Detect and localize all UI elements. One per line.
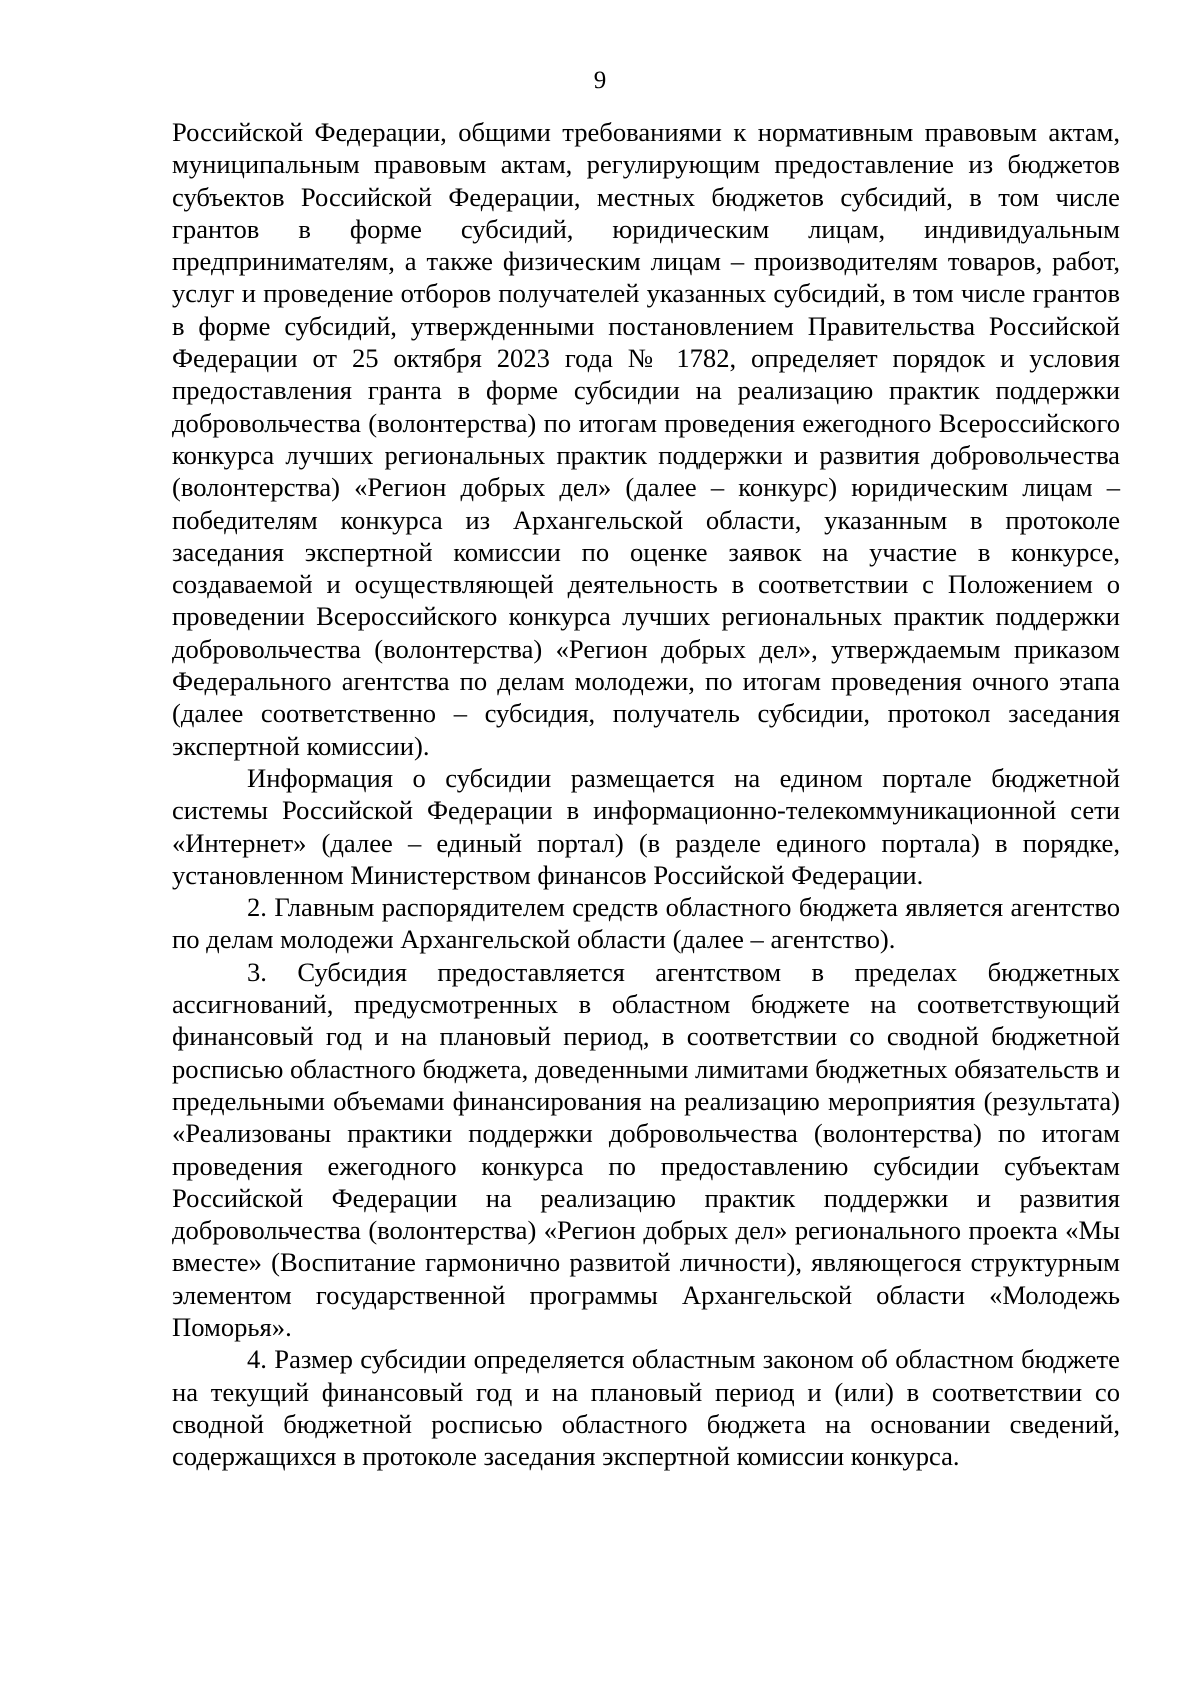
paragraph-item-4: 4. Размер субсидии определяется областным законом об областном бюджете на текущий финансовый год и на плановый период и (или) в соответствии со сводной бюджетной росписью областного бюджета на основании сведений, содержащихся в протоколе заседания экспертной комиссии конкурса. — [172, 1344, 1120, 1472]
paragraph-item-3: 3. Субсидия предоставляется агентством в пределах бюджетных ассигнований, предусмотренных в областном бюджете на соответствующий финансовый год и на плановый период, в соответствии со сводной бюджетной росписью областного бюджета, доведенными лимитами бюджетных обязательств и предельными объемами финансирования на реализацию мероприятия (результата) «Реализованы практики поддержки добровольчества (волонтерства) по итогам проведения ежегодного конкурса по предоставлению субсидии субъектам Российской Федерации на реализацию практик поддержки и развития добровольчества (волонтерства) «Регион добрых дел» регионального проекта «Мы вместе» (Воспитание гармонично развитой личности), являющегося структурным элементом государственной программы Архангельской области «Молодежь Поморья». — [172, 956, 1120, 1342]
page-number: 9 — [593, 67, 607, 94]
document-body — [172, 116, 1120, 1472]
paragraph-item-2: 2. Главным распорядителем средств областного бюджета является агентство по делам молодежи Архангельской области (далее – агентство). — [172, 892, 1120, 955]
paragraph-continuation: Российской Федерации, общими требованиями к нормативным правовым актам, муниципальным правовым актам, регулирующим предоставление из бюджетов субъектов Российской Федерации, местных бюджетов субсидий, в том числе грантов в форме субсидий, юридическим лицам, индивидуальным предпринимателям, а также физическим лицам – производителям товаров, работ, услуг и проведение отборов получателей указанных субсидий, в том числе грантов в форме субсидий, утвержденными постановлением Правительства Российской Федерации от 25 октября 2023 года № 1782, определяет порядок и условия предоставления гранта в форме субсидии на реализацию практик поддержки добровольчества (волонтерства) по итогам проведения ежегодного Всероссийского конкурса лучших региональных практик поддержки и развития добровольчества (волонтерства) «Регион добрых дел» (далее – конкурс) юридическим лицам – победителям конкурса из Архангельской области, указанным в протоколе заседания экспертной комиссии по оценке заявок на участие в конкурсе, создаваемой и осуществляющей деятельность в соответствии с Положением о проведении Всероссийского конкурса лучших региональных практик поддержки добровольчества (волонтерства) «Регион добрых дел», утверждаемым приказом Федерального агентства по делам молодежи, по итогам проведения очного этапа (далее соответственно – субсидия, получатель субсидии, протокол заседания экспертной комиссии). — [172, 117, 1120, 761]
paragraph-subsidy-information: Информация о субсидии размещается на едином портале бюджетной системы Российской Федерации в информационно-телекоммуникационной сети «Интернет» (далее – единый портал) (в разделе единого портала) в порядке, установленном Министерством финансов Российской Федерации. — [172, 762, 1120, 890]
